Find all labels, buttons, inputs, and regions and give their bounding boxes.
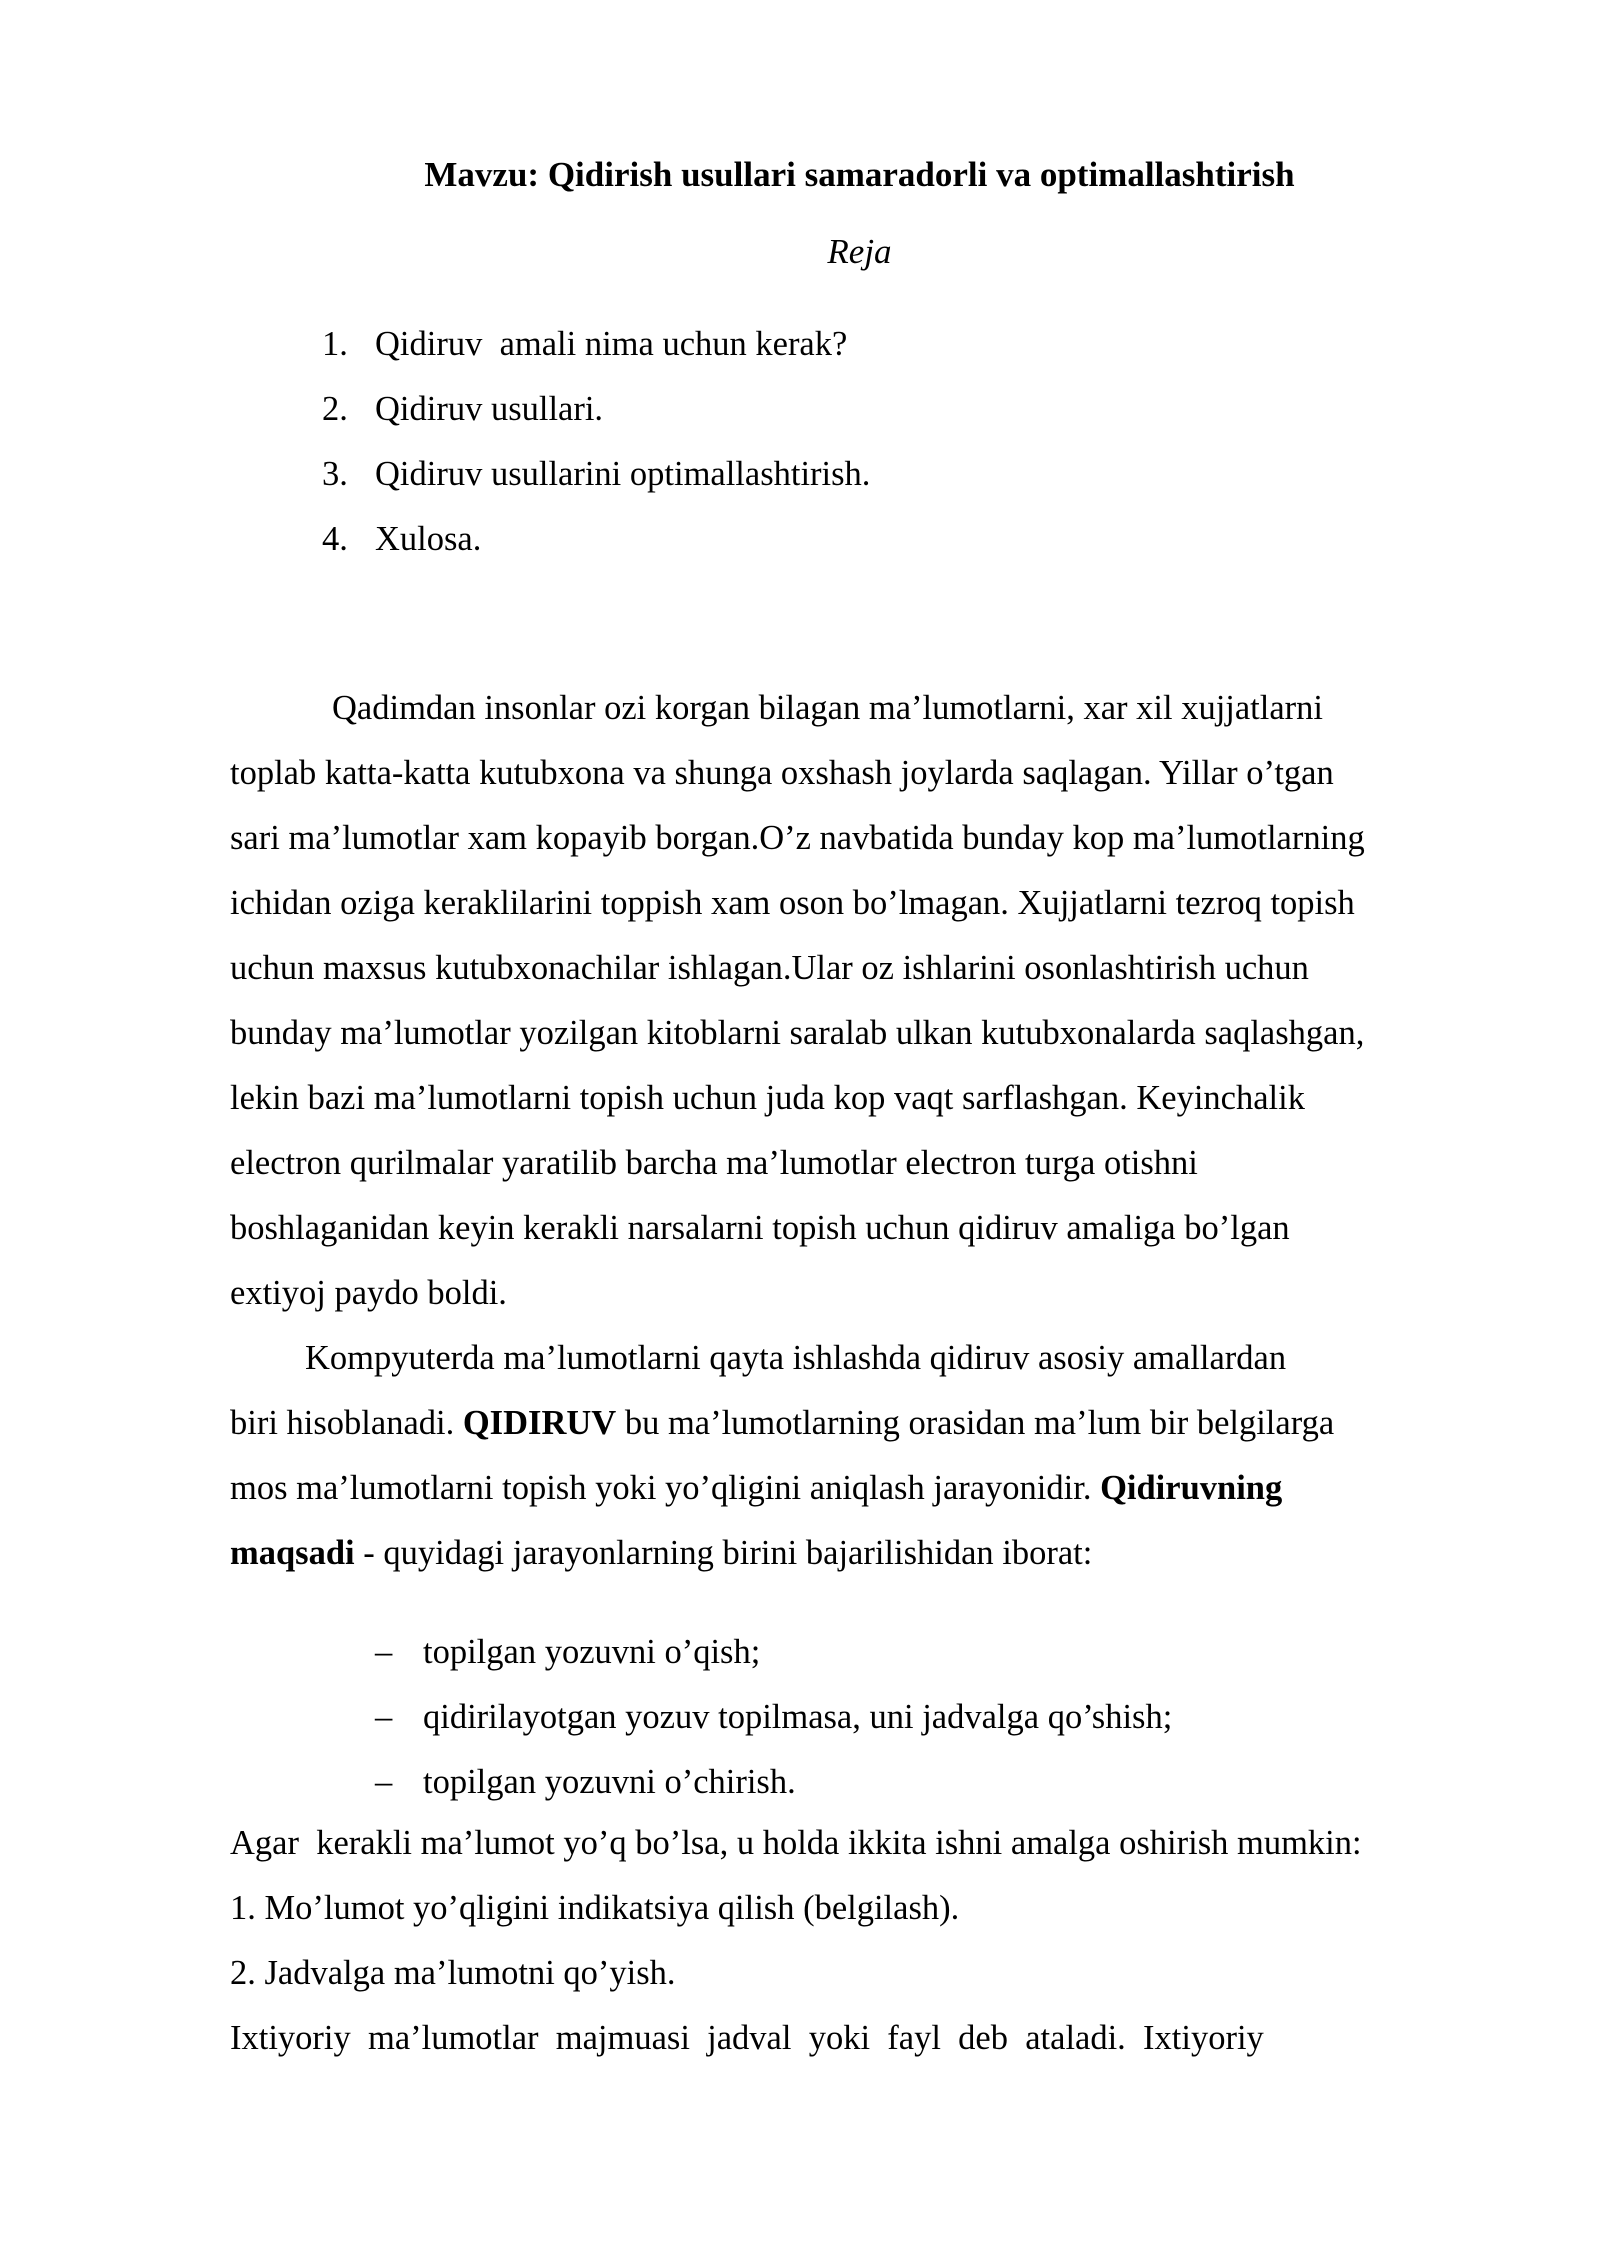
plan-item xyxy=(322,449,870,514)
plan-item-number: 3. xyxy=(322,455,348,493)
paragraph-line xyxy=(230,1391,1480,1456)
paragraph-line: ichidan oziga keraklilarini toppish xam oson bo’lmagan. Xujjatlarni tezroq topish xyxy=(230,884,1355,922)
plan-heading: Reja xyxy=(827,232,892,271)
paragraph-line: 1. Mo’lumot yo’qligini indikatsiya qilish (belgilash). xyxy=(230,1889,960,1927)
paragraph-line: toplab katta-katta kutubxona va shunga oxshash joylarda saqlagan. Yillar o’tgan xyxy=(230,754,1334,792)
text-run: mos ma’lumotlarni topish yoki yo’qligini aniqlash jarayonidir. xyxy=(230,1469,1101,1507)
paragraph-line: Agar kerakli ma’lumot yo’q bo’lsa, u holda ikkita ishni amalga oshirish mumkin: xyxy=(230,1824,1362,1862)
paragraph-line: lekin bazi ma’lumotlarni topish uchun juda kop vaqt sarflashgan. Keyinchalik xyxy=(230,1079,1305,1117)
paragraph-line xyxy=(230,1456,1480,1521)
paragraph-tail xyxy=(230,1811,1480,2071)
purpose-item xyxy=(375,1750,1172,1815)
text-run: - quyidagi jarayonlarning birini bajarilishidan iborat: xyxy=(354,1534,1093,1572)
purpose-item xyxy=(375,1685,1172,1750)
plan-item xyxy=(322,514,870,579)
document-title: Mavzu: Qidirish usullari samaradorli va optimallashtirish xyxy=(424,155,1295,194)
paragraph-line: uchun maxsus kutubxonachilar ishlagan.Ular oz ishlarini osonlashtirish uchun xyxy=(230,949,1309,987)
dash-marker: – xyxy=(375,1633,393,1671)
paragraph-line: boshlaganidan keyin kerakli narsalarni topish uchun qidiruv amaliga bo’lgan xyxy=(230,1209,1290,1247)
purpose-list xyxy=(375,1620,1172,1815)
plan-item-text: Qidiruv usullari. xyxy=(375,390,604,428)
plan-item-number: 2. xyxy=(322,390,348,428)
paragraph-line: Qadimdan insonlar ozi korgan bilagan ma’lumotlarni, xar xil xujjatlarni xyxy=(332,689,1323,727)
plan-item-text: Xulosa. xyxy=(375,520,482,558)
paragraph-line: extiyoj paydo boldi. xyxy=(230,1274,507,1312)
plan-item xyxy=(322,384,870,449)
plan-item-text: Qidiruv amali nima uchun kerak? xyxy=(375,325,848,363)
plan-item-text: Qidiruv usullarini optimallashtirish. xyxy=(375,455,871,493)
plan-item xyxy=(322,319,870,384)
purpose-item-text: topilgan yozuvni o’chirish. xyxy=(423,1763,796,1801)
plan-list xyxy=(322,319,870,579)
plan-item-number: 1. xyxy=(322,325,348,363)
paragraph-line: sari ma’lumotlar xam kopayib borgan.O’z navbatida bunday kop ma’lumotlarning xyxy=(230,819,1365,857)
paragraph-line: bunday ma’lumotlar yozilgan kitoblarni saralab ulkan kutubxonalarda saqlashgan, xyxy=(230,1014,1365,1052)
paragraph-line xyxy=(230,1521,1480,1586)
plan-item-number: 4. xyxy=(322,520,348,558)
purpose-item-text: topilgan yozuvni o’qish; xyxy=(423,1633,761,1671)
purpose-item xyxy=(375,1620,1172,1685)
text-run: bu ma’lumotlarning orasidan ma’lum bir belgilarga xyxy=(616,1404,1335,1442)
bold-term: maqsadi xyxy=(230,1534,355,1572)
bold-term: QIDIRUV xyxy=(462,1404,617,1442)
paragraph-intro xyxy=(230,676,1480,1326)
paragraph-search-definition xyxy=(230,1326,1480,1586)
purpose-item-text: qidirilayotgan yozuv topilmasa, uni jadvalga qo’shish; xyxy=(423,1698,1173,1736)
paragraph-line: 2. Jadvalga ma’lumotni qo’yish. xyxy=(230,1954,676,1992)
dash-marker: – xyxy=(375,1763,393,1801)
paragraph-line: Kompyuterda ma’lumotlarni qayta ishlashda qidiruv asosiy amallardan xyxy=(305,1339,1287,1377)
paragraph-line: Ixtiyoriy ma’lumotlar majmuasi jadval yoki fayl deb ataladi. Ixtiyoriy xyxy=(230,2019,1264,2057)
paragraph-line: electron qurilmalar yaratilib barcha ma’lumotlar electron turga otishni xyxy=(230,1144,1198,1182)
dash-marker: – xyxy=(375,1698,393,1736)
bold-term: Qidiruvning xyxy=(1100,1469,1283,1507)
text-run: biri hisoblanadi. xyxy=(230,1404,463,1442)
